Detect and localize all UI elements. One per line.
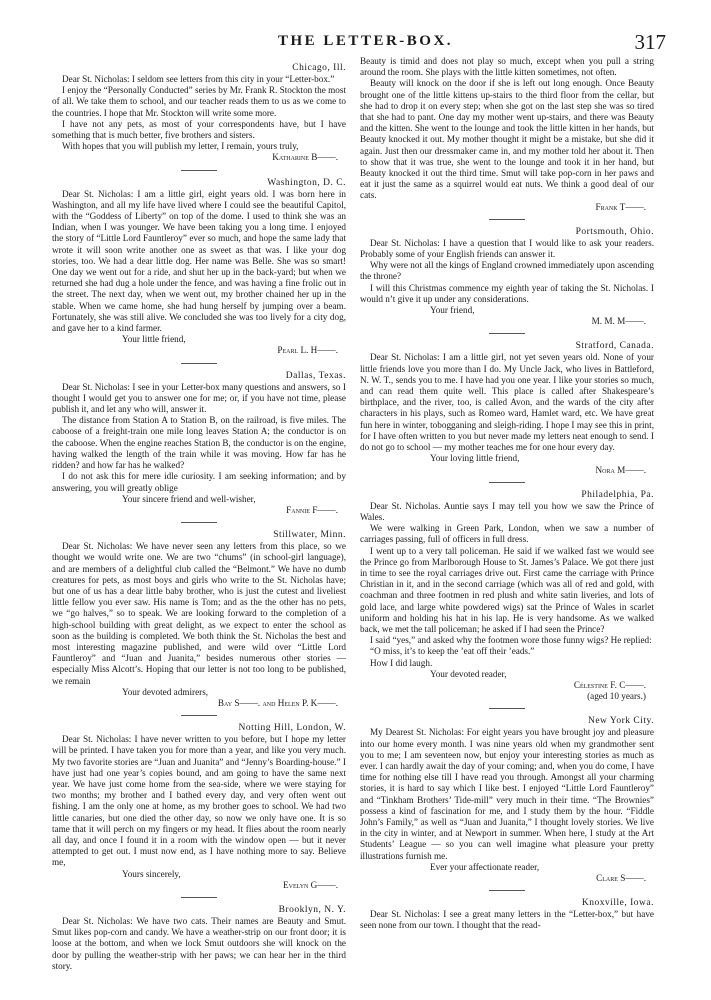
letter-paragraph: I do not ask this for mere idle curiosity. I am seeking information; and by answering, you will greatly oblige	[52, 471, 346, 493]
letter-location: Knoxville, Iowa.	[581, 898, 654, 909]
letter-signature	[360, 316, 654, 327]
signature-name: Katharine B——.	[272, 152, 338, 163]
letter-signature	[52, 152, 346, 163]
letter-paragraph: I have not any pets, as most of your correspondents have, but I have something that is much better, five brothers and sisters.	[52, 118, 346, 141]
letter-paragraph: With hopes that you will publish my letter, I remain, yours truly,	[62, 141, 299, 152]
letter-paragraph: Dear St. Nicholas. Auntie says I may tell you how we saw the Prince of Wales.	[360, 500, 654, 522]
letter-paragraph: Dear St. Nicholas: I have a question that I would like to ask your readers. Probably some of your English friends can answer it.	[360, 237, 654, 260]
letter-location: Philadelphia, Pa.	[581, 489, 654, 500]
letter-paragraph: Why were not all the kings of England crowned immediately upon ascending the throne?	[360, 260, 654, 282]
signature-name: Clare S——.	[596, 873, 646, 883]
letter-location: Dallas, Texas.	[285, 370, 346, 381]
right-column	[360, 56, 654, 935]
letter-divider	[181, 522, 217, 523]
letter-location: Chicago, Ill.	[292, 63, 346, 73]
letter-paragraph: I went up to a very tall policeman. He said if we walked fast we would see the Prince go from Marlborough House to St. James’s Palace. We got there just in time to see the royal carriages drive out. First came the carriage with Prince Christian in it, and in the second carriage (which was all of red and gold, with coachman and three footmen in red plush and white satin liveries, and lots of gold lace, and large white powdered wigs) sat the Prince of Wales in scarlet uniform and holding his hat in his lap. He is very handsome. As we walked back, we met the tall policeman; he asked if I had seen the Prince?	[360, 545, 654, 634]
letter	[360, 341, 654, 475]
letter-paragraph: My Dearest St. Nicholas: For eight years you have brought joy and pleasure into our home every month. I was nine years old when my grandmother sent you to me; I am seventeen now, but enjoy your interesting stories as much as ever. I can hardly await the day of your coming; and, when you do come, I have time for nothing else till I have read you through. Amongst all your charming stories, it is hard to say which I like best. I enjoyed “Little Lord Fauntleroy” and “Tinkham Brothers’ Tide-mill” very much in their time. “The Brownies” possess a kind of fascination for me, and I study them by the hour. “Fiddle John’s Family,” as well as “Juan and Juanita,” I thought lovely stories. We live in the city in winter, and at Newport in summer. When here, I study at the Art Students’ League — so you can well imagine what pleasure your pretty illustrations furnish me.	[360, 727, 654, 861]
letter-paragraph: Dear St. Nicholas: I am a little girl, not yet seven years old. None of your little friends love you more than I do. My Uncle Jack, who lives in Battleford, N. W. T., sends you to me. I have had you one year. I like your stories so much, and can read them quite well. This place is called after Shakespeare’s birthplace, and the river, too, is called Avon, and the wards of the city after characters in his plays, such as Romeo ward, Hamlet ward, etc. We have great fun here in winter, tobogganing and sleigh-riding. I hope I may see this in print, for I have often written to you but never made my letters neat enough to send. I do not go to school — my mother teaches me for one hour every day.	[360, 352, 654, 453]
letter-divider	[181, 170, 217, 171]
letter-signature	[360, 465, 654, 476]
signature-name: Frank T——.	[595, 201, 646, 212]
letter-paragraph: Dear St. Nicholas: I see in your Letter-box many questions and answers, so I thought I would get you to answer one for me; or, if you have not time, please publish it, and let any who will, answer it.	[52, 381, 346, 415]
letter-paragraph: I said “yes,” and asked why the footmen wore those funny wigs? He replied:	[370, 635, 652, 646]
letter-paragraph: Beauty will knock on the door if she is left out long enough. Once Beauty brought one of the little kittens up-stairs to the third floor from the cellar, but she had to drop it on every step; when she got on the last step she was so tired that she had to pant. One day my mother went up-stairs, and there was Beauty and the kitten. She went to the lounge and took the little kitten in her hands, but Beauty knocked it out. My mother thought it might be a mistake, but she did it again. Just then our dressmaker came in, and my mother told her about it. Then to show that it was true, she went to the lounge and took it in her hand, but Beauty knocked it out the third time. Smut will take pop-corn in her paws and eat it just the same as a squirrel would eat nuts. We think a good deal of our cats.	[360, 78, 654, 201]
running-head	[0, 30, 711, 55]
page-number: 317	[634, 30, 666, 54]
letter-paragraph: Dear St. Nicholas: I am a little girl, eight years old. I was born here in Washington, and all my life have lived where I could see the beautiful Capitol, with the “Goddess of Liberty” on top of the dome. I used to think she was an Indian, when I was younger. We have been taking you a long time. I enjoyed the story of “Little Lord Fauntleroy” ever so much, and hope the same lady that wrote it will soon write another one as sweet as that was. I like your dog stories, too. We had a dear little dog. Her name was Belle. She was so smart! One day we went out for a ride, and shut her up in the back-yard; but when we returned she had dug a hole under the fence, and was having a fine frolic out in the street. The next day, when we went out, my brother chained her up in the stable. When we came home, she had hung herself by jumping over a beam. Fortunately, she was still alive. We concluded she was too lively for a city dog, and gave her to a kind farmer.	[52, 188, 346, 334]
letter-paragraph: Dear St. Nicholas: I have never written to you before, but I hope my letter will be printed. I have taken you for more than a year, and like you very much. My two favorite stories are “Juan and Juanita” and “Jenny’s Boarding-house.” I have just had one year’s copies bound, and am going to have the same next year. We have just come home from the sea-side, where we were staying for two months; my brother and I bathed every day, and very often went out fishing. I am the only one at home, as my brother goes to school. We had two little canaries, but one died the other day, so now we only have one. It is so tame that it will perch on my fingers or my head. It flies about the room nearly all day, and once I found it in a room with the window open — but it never attempted to get out. I must now end, as I have nothing more to say. Believe me,	[52, 734, 346, 868]
letter-closing: Ever your affectionate reader,	[430, 861, 540, 872]
letter-paragraph: I will this Christmas commence my eighth year of taking the St. Nicholas. I would n’t give it up under any considerations.	[360, 282, 654, 304]
letter-divider	[489, 219, 525, 220]
letter-closing: Yours sincerely,	[122, 868, 181, 879]
letter-signature	[360, 680, 654, 691]
signature-name: Evelyn G——.	[283, 879, 338, 890]
letter-paragraph: “O miss, it’s to keep the ’eat off their ’eads.”	[370, 646, 535, 657]
letter-signature	[360, 873, 654, 884]
letter	[360, 227, 654, 328]
letter-paragraph: Beauty is timid and does not play so much, except when you pull a string around the room. She plays with the little kitten sometimes, not often.	[360, 56, 654, 78]
letter-location: Notting Hill, London, W.	[238, 723, 346, 734]
letter-paragraph: How I did laugh.	[370, 657, 433, 668]
letter-location: Brooklyn, N. Y.	[278, 905, 346, 915]
letter	[360, 490, 654, 703]
signature-name: Célestine F. C——.	[573, 679, 646, 690]
letter-closing: Your devoted admirers,	[122, 686, 209, 697]
letter-paragraph: We were walking in Green Park, London, when we saw a number of carriages passing, full of officers in full dress.	[360, 523, 654, 545]
letter-signature	[52, 698, 346, 709]
letter-paragraph: I enjoy the “Personally Conducted” series by Mr. Frank R. Stockton the most of all. We take them to school, and our teacher reads them to us as we come to the countries. I hope that Mr. Stockton will write some more.	[52, 85, 346, 118]
letter-divider	[181, 363, 217, 364]
letter-signature	[360, 202, 654, 213]
letter-divider	[181, 897, 217, 898]
letter-location: Portsmouth, Ohio.	[575, 226, 654, 237]
letter-location: Stratford, Canada.	[575, 341, 654, 352]
letter-closing: Your friend,	[430, 305, 475, 316]
signature-name: Bay S——. and Helen P. K——.	[217, 697, 338, 708]
letter-closing: Your loving little friend,	[430, 453, 520, 464]
signature-name: Fannie F——.	[286, 504, 338, 515]
letter-divider	[489, 708, 525, 709]
letter	[360, 898, 654, 931]
letter-divider	[489, 333, 525, 334]
letter-signature	[52, 345, 346, 356]
letter-paragraph: Dear St. Nicholas: We have two cats. Their names are Beauty and Smut. Smut likes pop-corn and candy. We have a weather-strip on our front door; it is loose at the bottom, and when we lock Smut outdoors she will knock on the door by pulling the weather-strip with her paws; we can hear her in the third story.	[52, 916, 346, 971]
signature-name: Pearl L. H——.	[277, 345, 338, 356]
signature-note: (aged 10 years.)	[587, 691, 646, 702]
letter	[52, 371, 346, 516]
letter	[52, 530, 346, 709]
letter-divider	[489, 890, 525, 891]
letter-closing: Your little friend,	[122, 334, 186, 345]
letter-closing: Your devoted reader,	[430, 668, 507, 679]
letter-paragraph: Dear St. Nicholas: I see a great many letters in the “Letter-box,” but have seen none from our town. I thought that the read-	[360, 909, 654, 931]
letter-location: Stillwater, Minn.	[273, 530, 346, 541]
signature-name: M. M. M——.	[591, 316, 646, 327]
letter	[52, 723, 346, 891]
letter-closing: Your sincere friend and well-wisher,	[122, 493, 256, 504]
letter-paragraph: Dear St. Nicholas: I seldom see letters from this city in your “Letter-box.”	[62, 74, 335, 84]
page-title: THE LETTER-BOX.	[278, 33, 454, 49]
letter-divider	[489, 482, 525, 483]
letter-signature	[52, 505, 346, 516]
left-column	[52, 56, 346, 975]
letter	[52, 905, 346, 972]
letter	[52, 63, 346, 164]
letter-paragraph: Dear St. Nicholas: We have never seen any letters from this place, so we thought we would write one. We are two “chums” (in school-girl language), and are members of a delightful club called the “Belmont.” We have no dumb creatures for pets, as most boys and girls who write to the St. Nicholas have; but one of us has a dear little baby brother, who is just the cutest and liveliest little fellow you ever saw. His name is Tom; and as the the other has no pets, we “go halves,” so to speak. We are looking forward to the completion of a high-school building with great delight, as we expect to enter the school as soon as the building is completed. We both think the St. Nicholas the best and most interesting magazine published, and were wild over “Little Lord Fauntleroy” and “Juan and Juanita,” besides numerous other stories — especially Miss Alcott’s. Hoping that our letter is not too long to be published, we remain	[52, 541, 346, 686]
letter-signature	[52, 880, 346, 891]
letter	[52, 178, 346, 357]
letter	[360, 56, 654, 213]
signature-name: Nora M——.	[595, 464, 646, 475]
letter-location: New York City.	[587, 716, 654, 727]
letter-paragraph: The distance from Station A to Station B, on the railroad, is five miles. The caboose of a freight-train one mile long leaves Station A; the conductor is on the caboose. When the engine reaches Station B, the conductor is on the engine, having walked the length of the train while it was moving. How far has he ridden? and how far has he walked?	[52, 415, 346, 471]
letter-divider	[181, 715, 217, 716]
letter	[360, 716, 654, 884]
letter-location: Washington, D. C.	[267, 177, 346, 188]
